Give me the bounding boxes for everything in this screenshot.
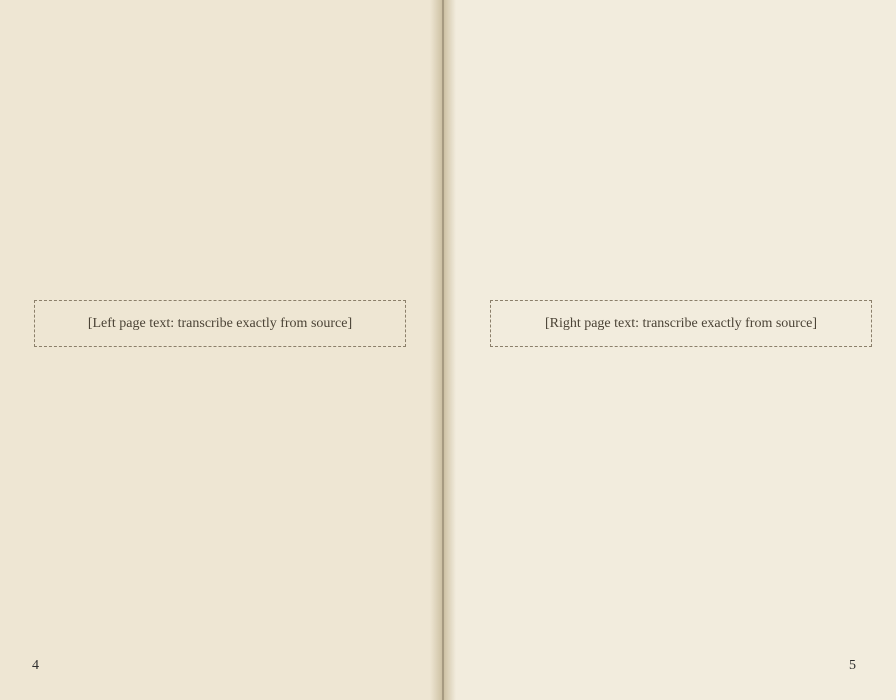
book-gutter bbox=[430, 0, 456, 700]
right-page-number: 5 bbox=[849, 658, 856, 673]
left-page-number: 4 bbox=[32, 658, 39, 673]
right-page bbox=[456, 0, 896, 700]
right-page-text-placeholder: [Right page text: transcribe exactly from source] bbox=[490, 300, 872, 347]
left-page bbox=[0, 0, 430, 700]
left-page-text-placeholder: [Left page text: transcribe exactly from source] bbox=[34, 300, 406, 347]
